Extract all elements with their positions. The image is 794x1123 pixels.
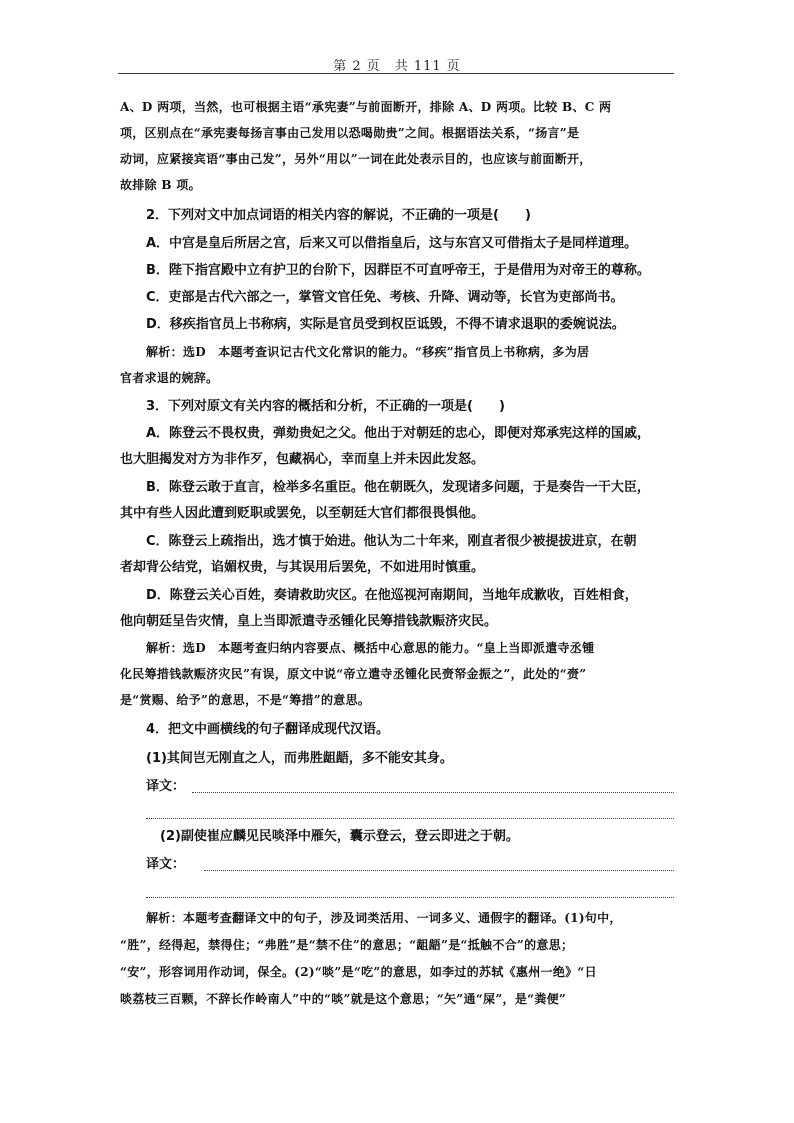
question-2-option-c: C．吏部是古代六部之一，掌管文官任免、考核、升降、调动等，长官为吏部尚书。 — [146, 290, 624, 305]
question-3-option-b-cont: 其中有些人因此遭到贬职或罢免，以至朝廷大官们都很畏惧他。 — [120, 506, 485, 521]
translation-label-2: 译文： — [146, 857, 186, 872]
question-2-explanation: 解析：选D 本题考查识记古代文化常识的能力。“移疾”指官员上书称病，多为居 — [146, 345, 590, 359]
question-2-stem: 2．下列对文中加点词语的相关内容的解说，不正确的一项是( ) — [146, 208, 531, 223]
question-3-option-d: D．陈登云关心百姓，奏请救助灾区。在他巡视河南期间，当地年成歉收，百姓相食， — [146, 588, 638, 603]
question-3-stem: 3．下列对原文有关内容的概括和分析，不正确的一项是( ) — [146, 399, 505, 414]
explanation-line: 动词，应紧接宾语“事由己发”，另外“用以”一词在此处表示目的，也应该与前面断开， — [120, 152, 592, 166]
question-3-explanation: 是“赏赐、给予”的意思，不是“筹措”的意思。 — [120, 693, 371, 707]
question-3-option-d-cont: 他向朝廷呈告灾情，皇上当即派遣寺丞锺化民筹措钱款赈济灾民。 — [120, 614, 498, 629]
question-3-explanation: 解析：选D 本题考查归纳内容要点、概括中心意思的能力。“皇上当即派遣寺丞锺 — [146, 641, 595, 655]
question-3-option-b: B．陈登云敢于直言，检举多名重臣。他在朝既久，发现诸多问题，于是奏告一干大臣， — [146, 480, 650, 495]
question-2-option-d: D．移疾指官员上书称病，实际是官员受到权臣诋毁，不得不请求退职的委婉说法。 — [146, 317, 625, 332]
answer-line[interactable] — [146, 818, 674, 819]
question-2-option-a: A．中宫是皇后所居之宫，后来又可以借指皇后，这与东宫又可借指太子是同样道理。 — [146, 236, 638, 251]
explanation-line: A、D 两项，当然，也可根据主语“承宪妻”与前面断开，排除 A、D 两项。比较 B、C 两 — [120, 100, 612, 114]
question-4-stem: 4．把文中画横线的句子翻译成现代汉语。 — [146, 722, 390, 737]
page-header: 第 2 页 共 111 页 — [333, 59, 461, 74]
explanation-line: 项，区别点在“承宪妻每扬言事由己发用以恐喝勋贵”之间。根据语法关系，“扬言”是 — [120, 126, 580, 140]
question-3-option-c: C．陈登云上疏指出，选才慎于始进。他认为二十年来，刚直者很少被提拔进京，在朝 — [146, 534, 637, 549]
translation-label-1: 译文： — [146, 779, 186, 794]
answer-line[interactable] — [146, 897, 674, 898]
header-rule — [118, 73, 674, 74]
question-4-sentence-1: (1)其间岂无刚直之人，而弗胜龃龉，多不能安其身。 — [146, 751, 453, 766]
question-3-explanation: 化民筹措钱款赈济灾民”有误，原文中说“帝立遣寺丞锺化民赍帑金振之”，此处的“赍” — [120, 667, 587, 681]
explanation-line: 故排除 B 项。 — [120, 178, 201, 192]
question-4-explanation: 啖荔枝三百颗，不辞长作岭南人”中的“啖”就是这个意思；“矢”通“屎”，是“粪便” — [120, 992, 567, 1006]
question-2-explanation: 官者求退的婉辞。 — [120, 371, 219, 385]
question-4-explanation: “胜”，经得起，禁得住；“弗胜”是“禁不住”的意思；“龃龉”是“抵触不合”的意思； — [120, 938, 574, 952]
question-2-option-b: B．陛下指宫殿中立有护卫的台阶下，因群臣不可直呼帝王，于是借用为对帝王的尊称。 — [146, 263, 650, 278]
answer-line[interactable] — [192, 792, 674, 793]
question-4-sentence-2: (2)副使崔应麟见民啖泽中雁矢，囊示登云，登云即进之于朝。 — [160, 829, 519, 844]
answer-line[interactable] — [204, 870, 674, 871]
question-4-explanation: “安”，形容词用作动词，保全。(2)“啖”是“吃”的意思，如李过的苏轼《惠州一绝》“日 — [120, 965, 597, 979]
question-3-option-a-cont: 也大胆揭发对方为非作歹，包藏祸心，幸而皇上并未因此发怒。 — [120, 452, 485, 467]
question-3-option-c-cont: 者却背公结党，谄媚权贵，与其误用后罢免，不如进用时慎重。 — [120, 560, 485, 575]
question-3-option-a: A．陈登云不畏权贵，弹劾贵妃之父。他出于对朝廷的忠心，即便对郑承宪这样的国戚， — [146, 426, 651, 441]
question-4-explanation: 解析：本题考查翻译文中的句子，涉及词类活用、一词多义、通假字的翻译。(1)句中， — [146, 911, 622, 925]
